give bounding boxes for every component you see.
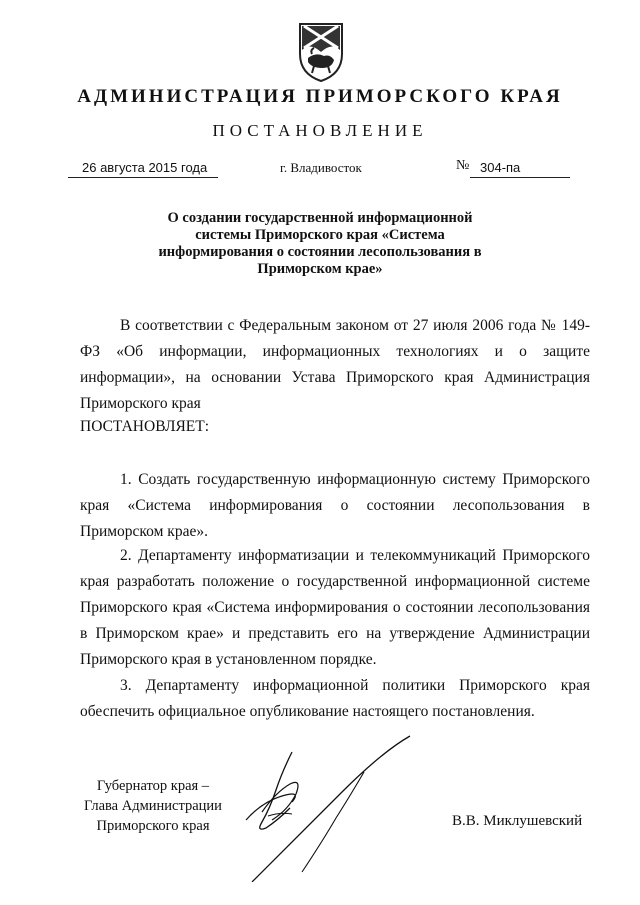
decree-item-1: 1. Создать государственную информационную систему Приморского края «Система информирования о состоянии лесопользования в Приморском крае». <box>80 471 590 540</box>
city-label: г. Владивосток <box>280 160 362 175</box>
subject-line: Приморском крае» <box>257 261 383 277</box>
coat-of-arms-icon <box>292 18 350 84</box>
document-type: ПОСТАНОВЛЕНИЕ <box>212 121 428 140</box>
subject-line: О создании государственной информационной <box>167 210 473 226</box>
decree-item-3: 3. Департаменту информационной политики Приморского края обеспечить официальное опубликование настоящего постановления. <box>80 677 590 720</box>
number-sign: № <box>456 158 470 173</box>
signatory-title-line: Губернатор края – <box>96 778 210 794</box>
subject-line: информирования о состоянии лесопользования в <box>158 244 482 260</box>
signatory-title-line: Глава Администрации <box>84 798 222 814</box>
organization-title: АДМИНИСТРАЦИЯ ПРИМОРСКОГО КРАЯ <box>77 86 563 107</box>
document-date: 26 августа 2015 года <box>82 160 208 175</box>
basis-paragraph: В соответствии с Федеральным законом от 27 июля 2006 года № 149-ФЗ «Об информации, информационных технологиях и о защите информации», на основании Устава Приморского края Администрация Приморского края <box>80 317 590 412</box>
number-field <box>470 159 570 178</box>
subject-line: системы Приморского края «Система <box>195 227 445 243</box>
handwritten-signature <box>232 732 432 882</box>
signatory-title <box>78 776 228 836</box>
signatory-title-line: Приморского края <box>96 818 210 834</box>
decree-item-2: 2. Департаменту информатизации и телекоммуникаций Приморского края разработать положение о государственной информационной системе Приморского края «Система информирования о состоянии лесопользования в Приморском крае» и представить его на утверждение Администрации Приморского края в установленном порядке. <box>80 547 590 668</box>
signer-name: В.В. Миклушевский <box>452 813 583 829</box>
decrees-heading: ПОСТАНОВЛЯЕТ: <box>80 418 210 435</box>
document-subject <box>140 210 500 278</box>
document-number: 304-па <box>480 160 521 175</box>
date-field <box>68 159 218 178</box>
